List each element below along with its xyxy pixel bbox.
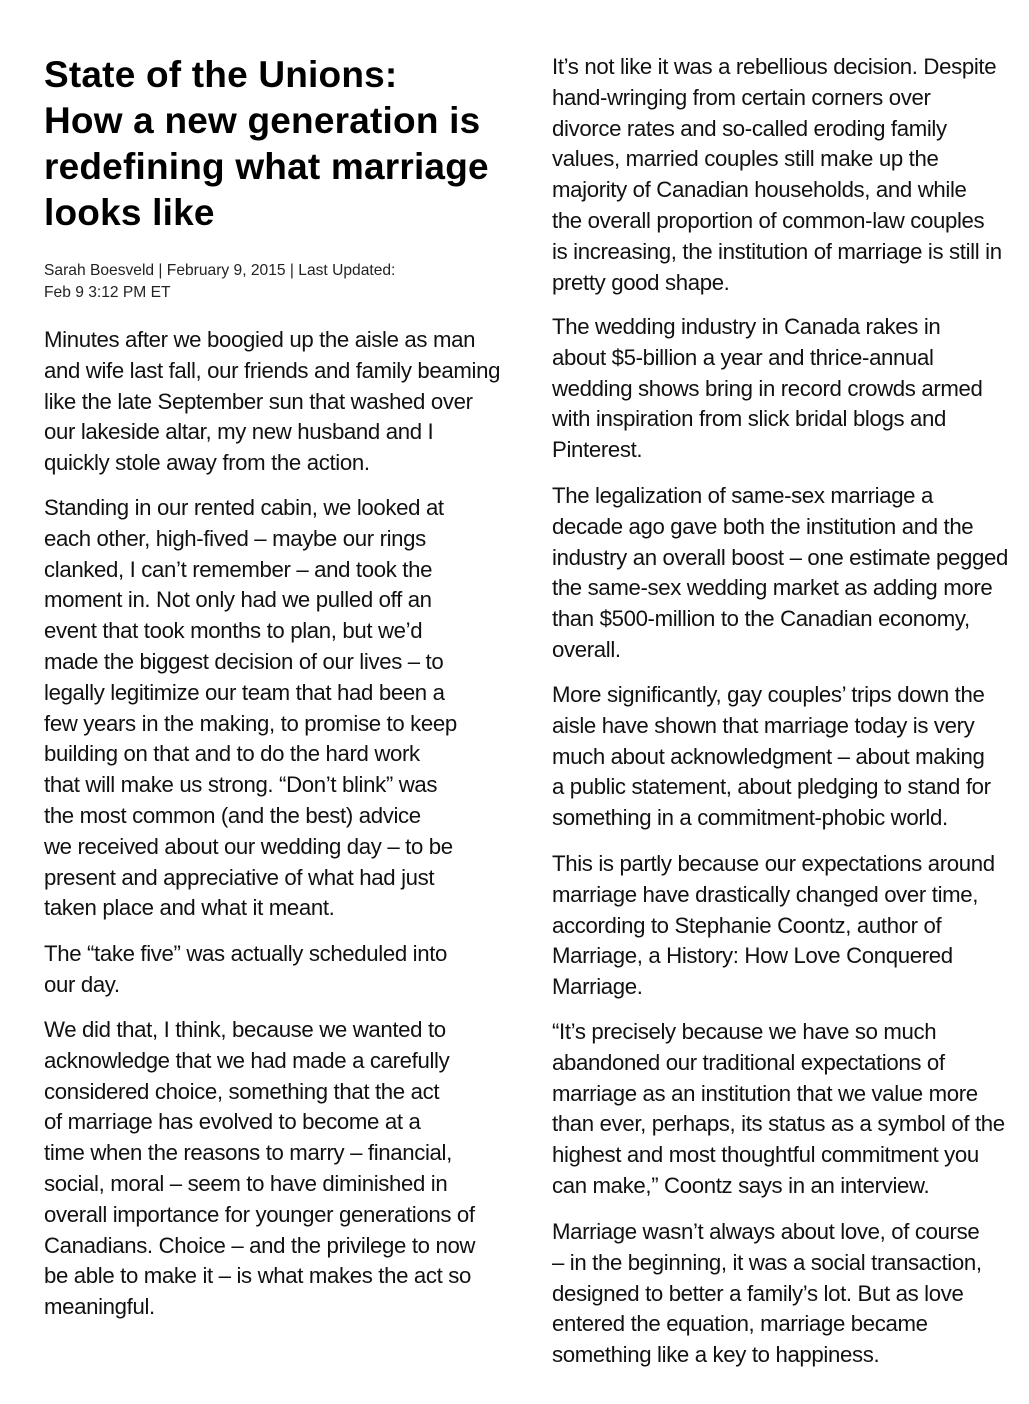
text-line: be able to make it – is what makes the act so — [44, 1263, 471, 1289]
text-line: overall. — [552, 636, 621, 662]
text-line: decade ago gave both the institution and the — [552, 513, 974, 539]
body-paragraph — [552, 1217, 982, 1371]
text-line: Marriage wasn’t always about love, of course — [552, 1219, 980, 1244]
text-line: acknowledge that we had made a carefully — [44, 1047, 450, 1073]
title-line: redefining what marriage — [44, 146, 489, 187]
text-line: something in a commitment-phobic world. — [552, 805, 948, 831]
text-line: than ever, perhaps, its status as a symbol of the — [552, 1111, 1005, 1137]
text-line: It’s not like it was a rebellious decision. Despite — [552, 54, 997, 79]
text-line: – in the beginning, it was a social transaction, — [552, 1249, 982, 1275]
text-line: Minutes after we boogied up the aisle as man — [44, 327, 476, 352]
text-line: our day. — [44, 971, 120, 997]
text-line: according to Stephanie Coontz, author of — [552, 912, 942, 938]
text-line: hand-wringing from certain corners over — [552, 84, 931, 110]
text-line: entered the equation, marriage became — [552, 1311, 928, 1337]
body-paragraph — [552, 1017, 1005, 1202]
text-line: Marriage. — [552, 974, 643, 1000]
text-line: We did that, I think, because we wanted to — [44, 1017, 446, 1042]
title-line: State of the Unions: — [44, 54, 398, 95]
text-line: moment in. Not only had we pulled off an — [44, 587, 432, 613]
text-line: marriage as an institution that we value more — [552, 1080, 978, 1106]
text-line: something like a key to happiness. — [552, 1342, 880, 1368]
body-paragraph — [44, 325, 500, 479]
text-line: time when the reasons to marry – financial, — [44, 1140, 452, 1166]
text-line: majority of Canadian households, and while — [552, 177, 967, 203]
body-paragraph — [552, 312, 983, 466]
text-line: Canadians. Choice – and the privilege to now — [44, 1232, 476, 1258]
text-line: the same-sex wedding market as adding more — [552, 575, 993, 601]
text-line: abandoned our traditional expectations of — [552, 1049, 945, 1075]
text-line: marriage have drastically changed over time, — [552, 881, 979, 907]
text-line: building on that and to do the hard work — [44, 741, 420, 767]
text-line: highest and most thoughtful commitment you — [552, 1142, 979, 1168]
text-line: meaningful. — [44, 1294, 155, 1320]
text-line: of marriage has evolved to become at a — [44, 1109, 421, 1135]
text-line: considered choice, something that the act — [44, 1078, 440, 1104]
text-line: industry an overall boost – one estimate pegged — [552, 544, 1008, 570]
text-line: like the late September sun that washed over — [44, 388, 473, 414]
text-line: present and appreciative of what had just — [44, 864, 435, 890]
body-paragraph — [44, 1015, 475, 1323]
text-line: about $5-billion a year and thrice-annual — [552, 344, 934, 370]
text-line: divorce rates and so-called eroding family — [552, 115, 947, 141]
text-line: the most common (and the best) advice — [44, 802, 421, 828]
body-paragraph — [44, 939, 447, 1001]
text-line: “It’s precisely because we have so much — [552, 1019, 937, 1044]
text-line: few years in the making, to promise to keep — [44, 710, 457, 736]
text-line: is increasing, the institution of marriage is still in — [552, 238, 1002, 264]
text-line: More significantly, gay couples’ trips down the — [552, 682, 985, 707]
text-line: with inspiration from slick bridal blogs and — [552, 406, 947, 432]
text-line: legally legitimize our team that had been a — [44, 679, 445, 705]
text-line: Pinterest. — [552, 437, 643, 463]
text-line: our lakeside altar, my new husband and I — [44, 419, 434, 445]
text-line: Standing in our rented cabin, we looked at — [44, 495, 444, 520]
text-line: designed to better a family’s lot. But as love — [552, 1280, 964, 1306]
text-line: we received about our wedding day – to be — [44, 833, 453, 859]
text-line: wedding shows bring in record crowds armed — [552, 375, 983, 401]
text-line: event that took months to plan, but we’d — [44, 618, 423, 644]
text-line: pretty good shape. — [552, 269, 730, 295]
text-line: can make,” Coontz says in an interview. — [552, 1172, 930, 1198]
byline — [44, 260, 464, 304]
text-line: clanked, I can’t remember – and took the — [44, 556, 433, 582]
text-line: social, moral – seem to have diminished in — [44, 1170, 448, 1196]
text-line: made the biggest decision of our lives – to — [44, 648, 444, 674]
text-line: The legalization of same-sex marriage a — [552, 483, 933, 508]
text-line: Marriage, a History: How Love Conquered — [552, 943, 953, 969]
text-line: taken place and what it meant. — [44, 895, 335, 921]
text-line: that will make us strong. “Don’t blink” was — [44, 772, 438, 798]
text-line: This is partly because our expectations around — [552, 851, 995, 876]
text-line: quickly stole away from the action. — [44, 450, 370, 476]
byline-line: Feb 9 3:12 PM ET — [44, 284, 171, 301]
body-paragraph — [552, 680, 991, 834]
article-title — [44, 52, 532, 236]
text-line: the overall proportion of common-law couples — [552, 207, 985, 233]
body-paragraph — [552, 481, 1008, 666]
text-line: values, married couples still make up the — [552, 146, 939, 172]
text-line: The wedding industry in Canada rakes in — [552, 314, 941, 339]
title-line: How a new generation is — [44, 100, 481, 141]
text-line: much about acknowledgment – about making — [552, 743, 985, 769]
text-line: and wife last fall, our friends and family beaming — [44, 357, 501, 383]
text-line: The “take five” was actually scheduled into — [44, 941, 448, 966]
body-paragraph — [552, 52, 1002, 298]
body-paragraph — [552, 849, 995, 1003]
text-line: overall importance for younger generations of — [44, 1201, 475, 1227]
byline-line: Sarah Boesveld | February 9, 2015 | Last Updated: — [44, 262, 396, 279]
text-line: than $500-million to the Canadian economy, — [552, 606, 970, 632]
text-line: each other, high-fived – maybe our rings — [44, 525, 426, 551]
text-line: a public statement, about pledging to stand for — [552, 774, 991, 800]
body-paragraph — [44, 493, 457, 924]
text-line: aisle have shown that marriage today is very — [552, 712, 975, 738]
title-line: looks like — [44, 192, 215, 233]
